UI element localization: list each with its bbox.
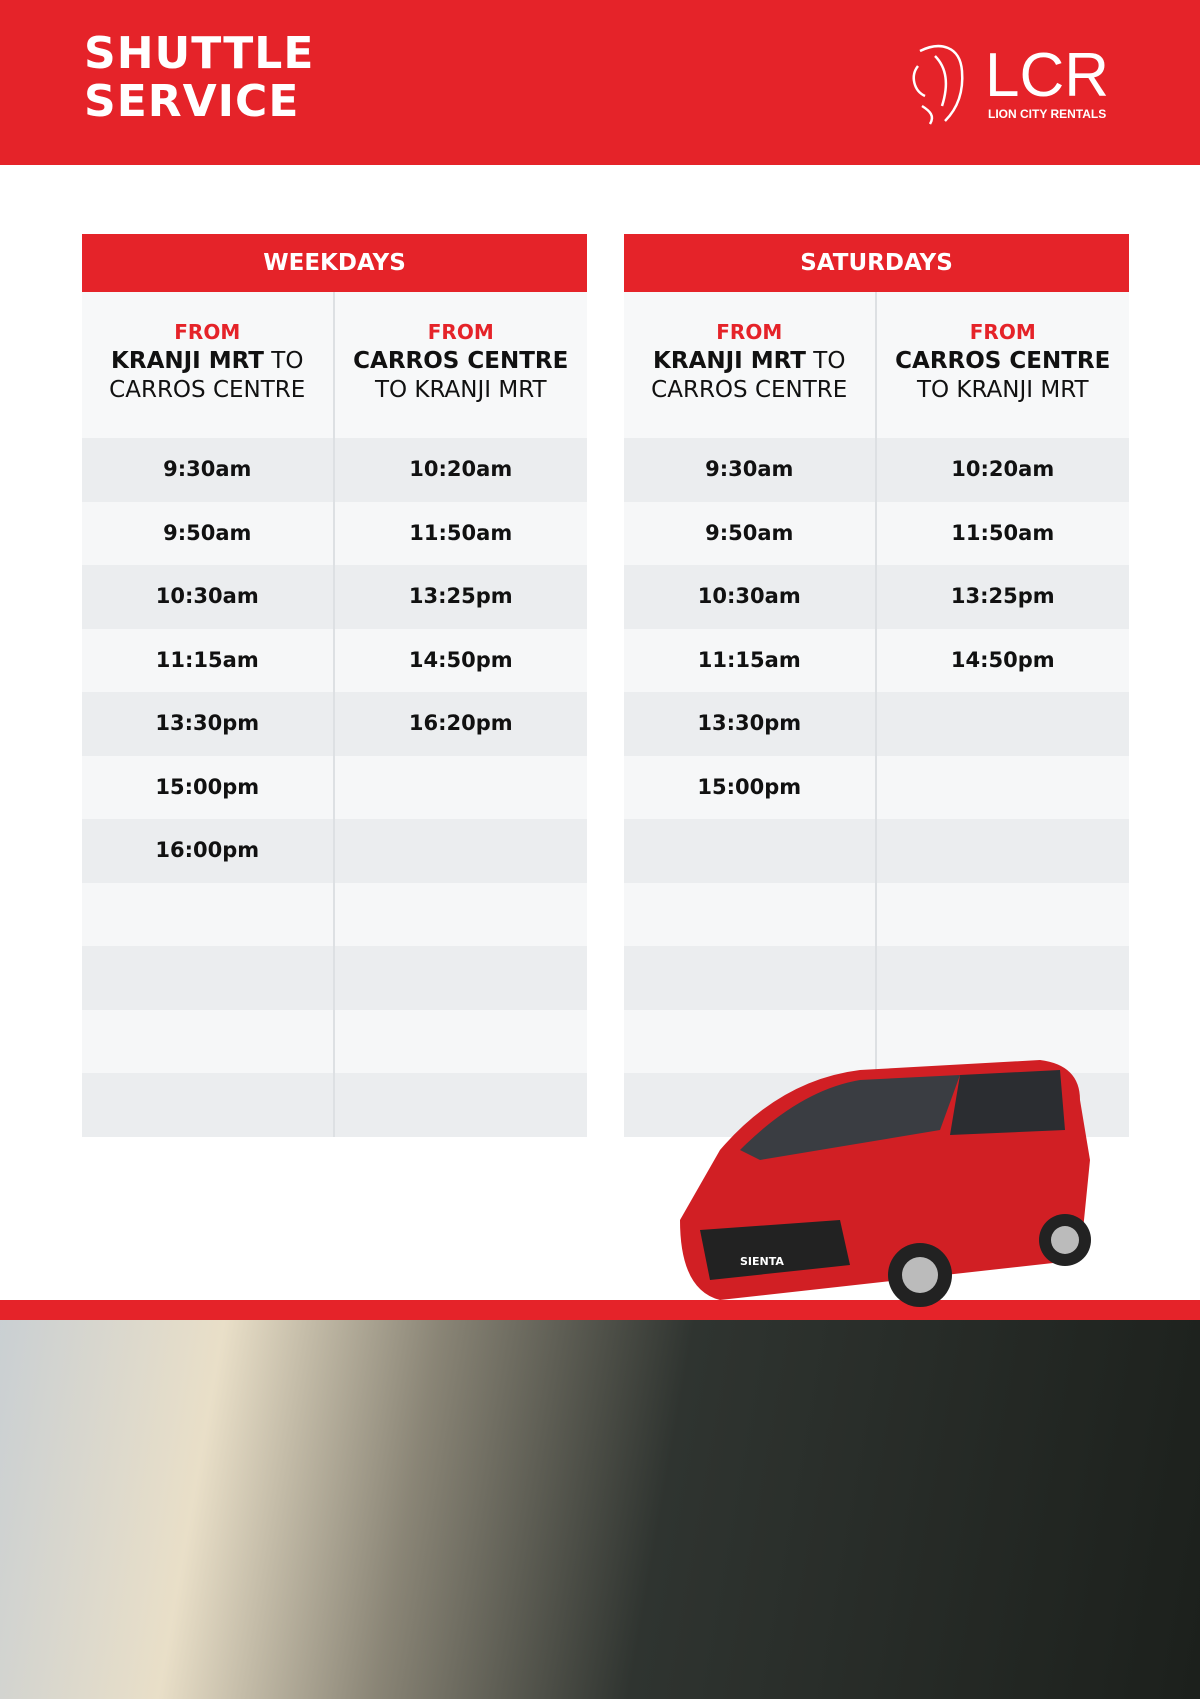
time-cell: 11:15am bbox=[624, 629, 875, 693]
time-cell bbox=[82, 1010, 333, 1074]
time-cell bbox=[624, 946, 875, 1010]
time-cell: 15:00pm bbox=[624, 756, 875, 820]
time-cell bbox=[877, 819, 1130, 883]
time-cell: 9:30am bbox=[624, 438, 875, 502]
time-cell: 14:50pm bbox=[335, 629, 588, 693]
time-cell bbox=[624, 819, 875, 883]
svg-text:LION CITY RENTALS: LION CITY RENTALS bbox=[988, 107, 1107, 121]
header-banner bbox=[0, 0, 1200, 165]
time-cell: 9:50am bbox=[82, 502, 333, 566]
lcr-logo bbox=[900, 36, 1120, 131]
time-cell: 13:25pm bbox=[877, 565, 1130, 629]
time-cell bbox=[624, 883, 875, 947]
time-cell: 9:50am bbox=[624, 502, 875, 566]
time-cell bbox=[82, 1073, 333, 1137]
time-cell bbox=[82, 946, 333, 1010]
time-cell bbox=[335, 883, 588, 947]
time-cell: 13:30pm bbox=[624, 692, 875, 756]
saturdays-title: SATURDAYS bbox=[624, 234, 1129, 292]
weekdays-title: WEEKDAYS bbox=[82, 234, 587, 292]
saturdays-table bbox=[624, 234, 1129, 1137]
time-cell: 11:50am bbox=[877, 502, 1130, 566]
weekdays-table bbox=[82, 234, 587, 1137]
time-cell: 13:25pm bbox=[335, 565, 588, 629]
time-cell bbox=[877, 692, 1130, 756]
driver-photo bbox=[0, 1300, 1200, 1699]
time-cell: 11:15am bbox=[82, 629, 333, 693]
time-cell bbox=[335, 819, 588, 883]
logo-text: LCR bbox=[985, 41, 1110, 110]
car-badge: SIENTA bbox=[740, 1255, 784, 1268]
saturdays-kranji-to-carros: FROM KRANJI MRT TO CARROS CENTRE 9:30am 9:50am 10:30am 11:15am 13:30pm 15:00pm bbox=[624, 292, 877, 1137]
time-cell: 11:50am bbox=[335, 502, 588, 566]
time-cell: 15:00pm bbox=[82, 756, 333, 820]
weekdays-kranji-to-carros: FROM KRANJI MRT TO CARROS CENTRE 9:30am 9:50am 10:30am 11:15am 13:30pm 15:00pm 16:00pm bbox=[82, 292, 335, 1137]
saturdays-carros-to-kranji: FROM CARROS CENTRE TO KRANJI MRT 10:20am 11:50am 13:25pm 14:50pm bbox=[877, 292, 1130, 1137]
time-cell: 16:20pm bbox=[335, 692, 588, 756]
time-cell: 10:30am bbox=[624, 565, 875, 629]
time-cell: 14:50pm bbox=[877, 629, 1130, 693]
time-cell bbox=[335, 756, 588, 820]
time-cell bbox=[82, 883, 333, 947]
page-title: SHUTTLE SERVICE bbox=[84, 28, 315, 127]
time-cell bbox=[877, 883, 1130, 947]
red-car-image bbox=[660, 1040, 1180, 1340]
time-cell bbox=[877, 946, 1130, 1010]
time-cell: 13:30pm bbox=[82, 692, 333, 756]
weekdays-carros-to-kranji: FROM CARROS CENTRE TO KRANJI MRT 10:20am 11:50am 13:25pm 14:50pm 16:20pm bbox=[335, 292, 588, 1137]
time-cell: 10:20am bbox=[335, 438, 588, 502]
time-cell bbox=[335, 946, 588, 1010]
time-cell: 10:30am bbox=[82, 565, 333, 629]
time-cell: 10:20am bbox=[877, 438, 1130, 502]
time-cell bbox=[877, 756, 1130, 820]
time-cell: 16:00pm bbox=[82, 819, 333, 883]
time-cell bbox=[335, 1010, 588, 1074]
time-cell: 9:30am bbox=[82, 438, 333, 502]
time-cell bbox=[335, 1073, 588, 1137]
